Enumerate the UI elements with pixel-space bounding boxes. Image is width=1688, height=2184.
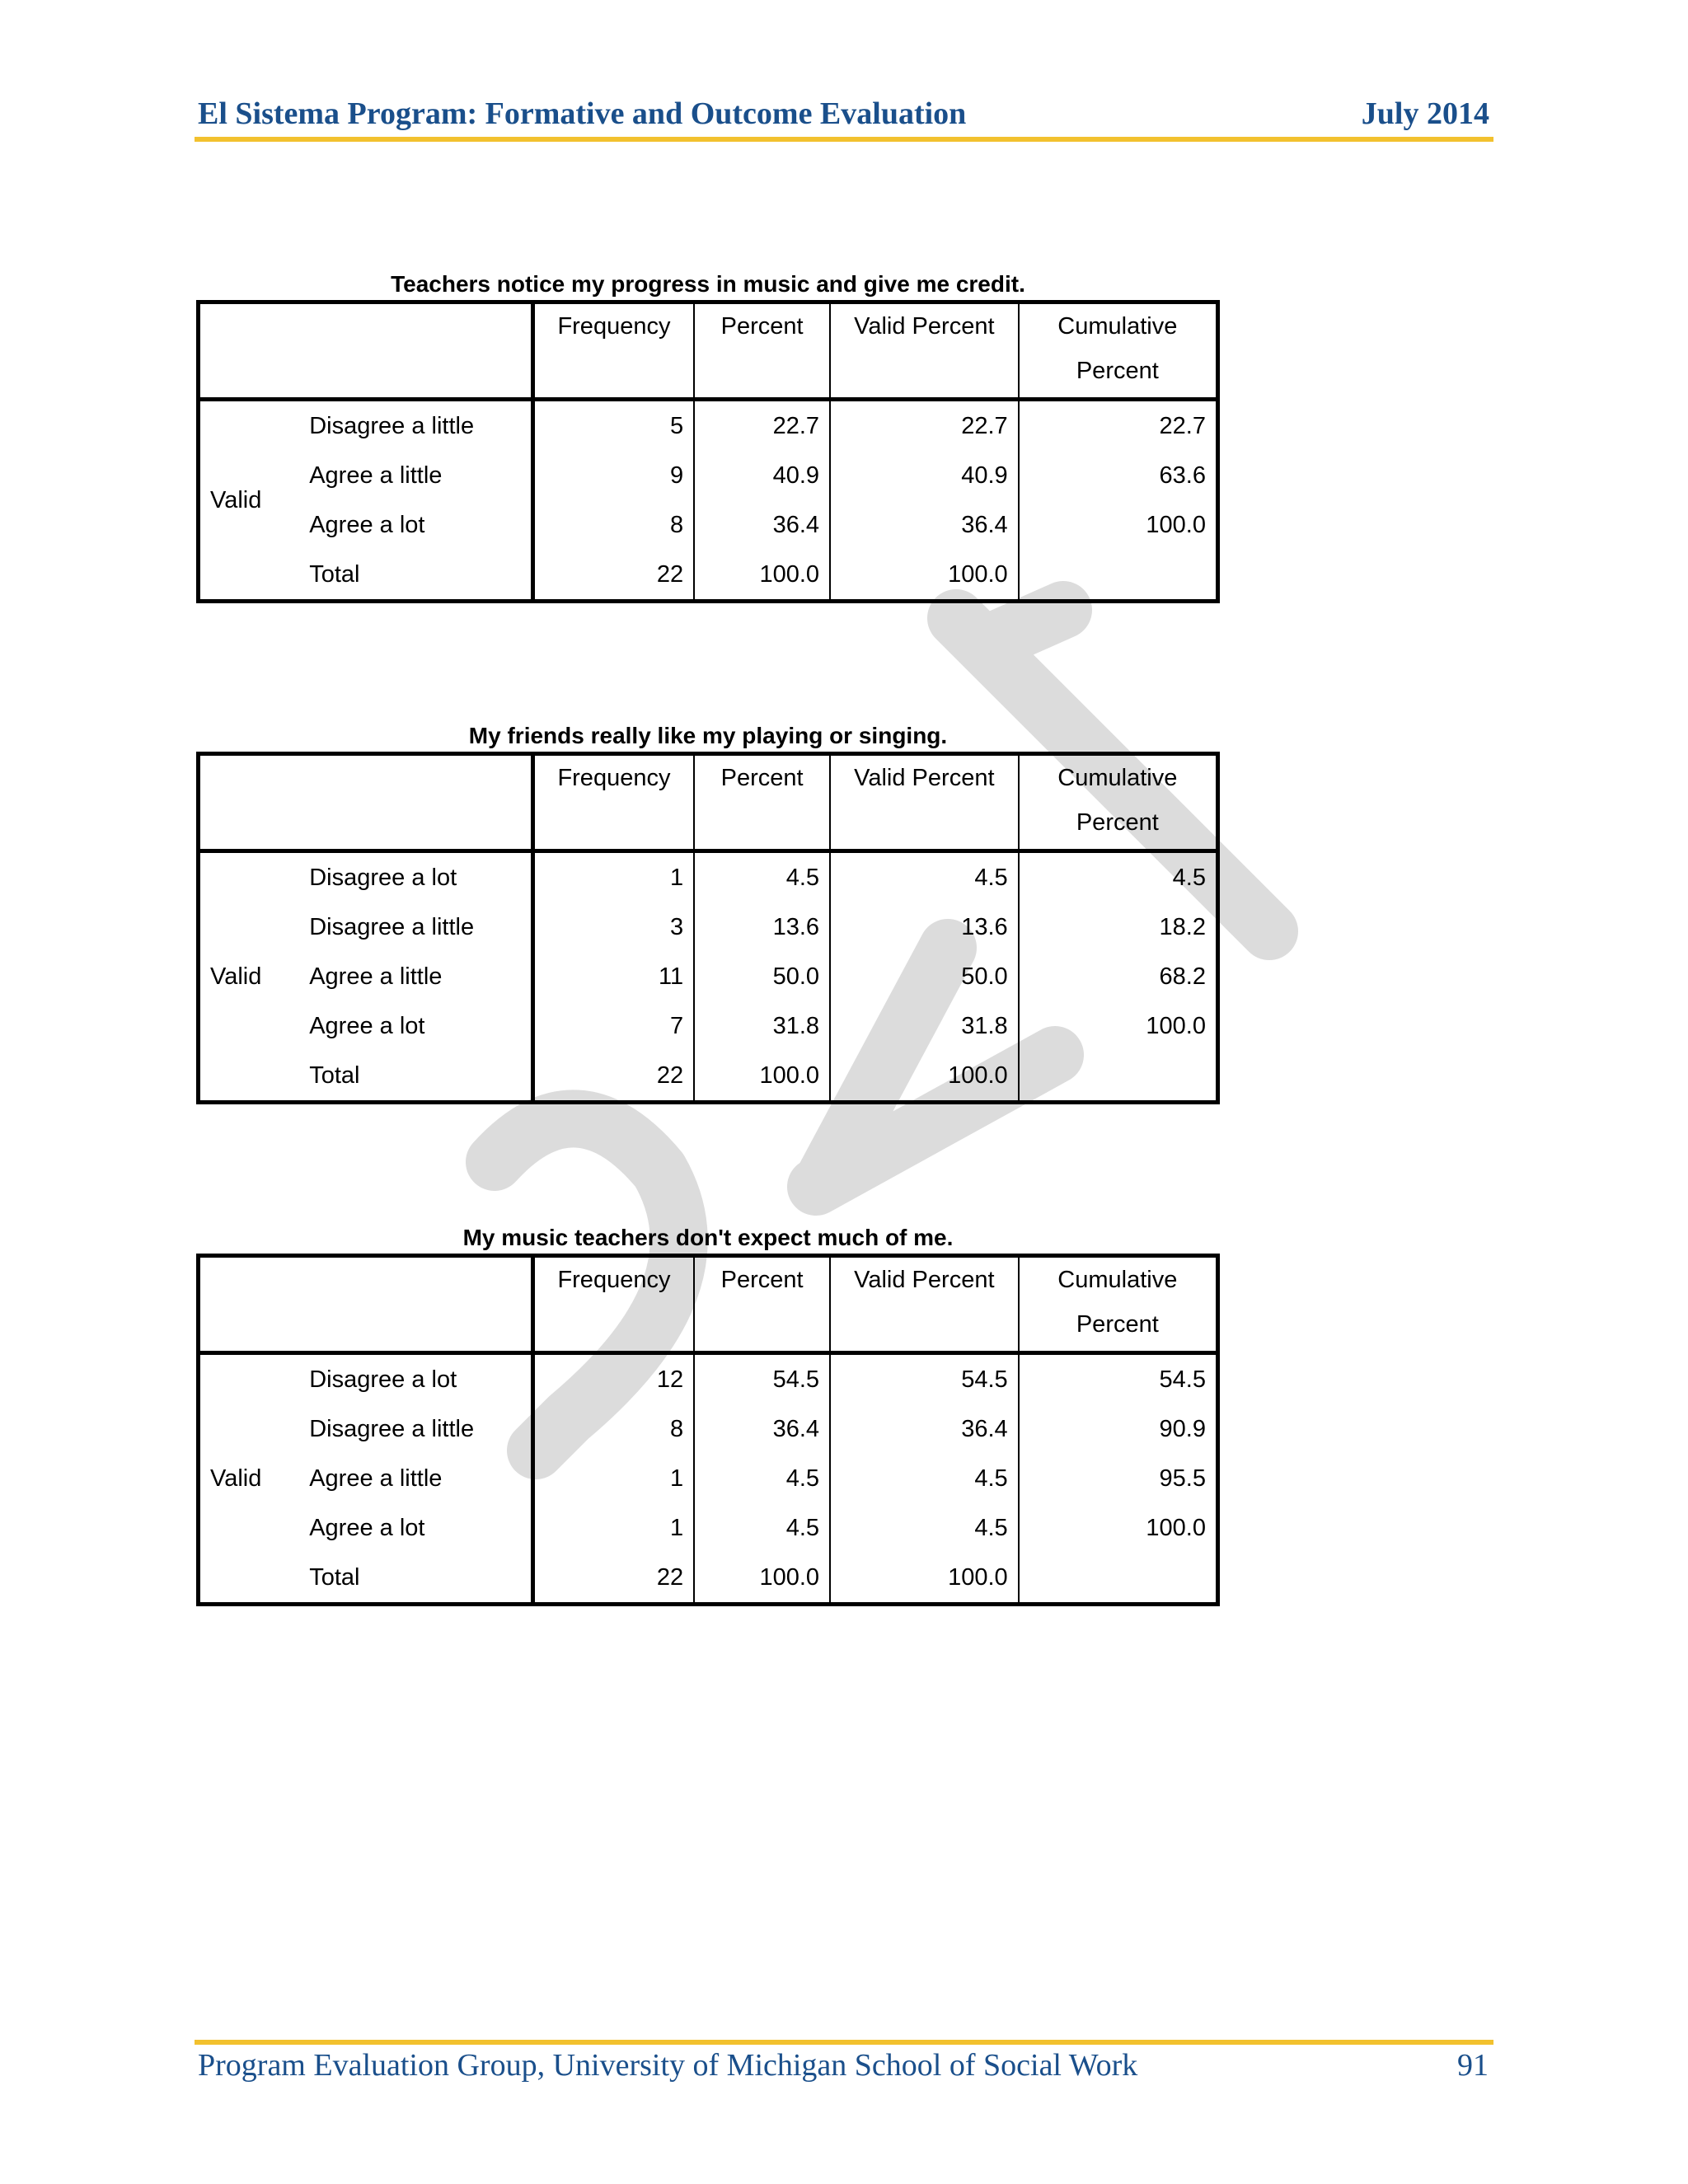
valid-percent-cell: 36.4 <box>830 1404 1019 1454</box>
frequency-table <box>196 300 1220 603</box>
frequency-cell: 1 <box>532 1454 694 1503</box>
percent-cell: 50.0 <box>694 952 830 1001</box>
frequency-table <box>196 1254 1220 1606</box>
row-label: Disagree a lot <box>299 851 532 903</box>
table-row <box>199 1353 1218 1405</box>
table-header-row <box>199 754 1218 851</box>
cumulative-percent-cell: 100.0 <box>1146 1515 1206 1541</box>
cumulative-percent-cell: 68.2 <box>1159 963 1206 990</box>
cumulative-percent-cell: 54.5 <box>1159 1366 1206 1393</box>
percent-cell: 13.6 <box>694 902 830 952</box>
valid-percent-cell: 36.4 <box>830 500 1019 550</box>
cumulative-percent-cell: 100.0 <box>1146 512 1206 538</box>
valid-percent-cell: 13.6 <box>830 902 1019 952</box>
document-header-title: El Sistema Program: Formative and Outcome Evaluation <box>198 96 967 131</box>
table-header-row <box>199 1256 1218 1353</box>
cumulative-percent-cell: 95.5 <box>1159 1465 1206 1492</box>
cumulative-percent-cell: 100.0 <box>1146 1013 1206 1039</box>
table-title: My friends really like my playing or singing. <box>468 723 948 748</box>
row-group-label: Valid <box>210 1465 262 1492</box>
frequency-table <box>196 752 1220 1104</box>
row-group-label: Valid <box>210 487 262 513</box>
percent-cell: 4.5 <box>694 1454 830 1503</box>
page-number: 91 <box>1457 2048 1489 2083</box>
row-label: Agree a lot <box>299 1503 532 1553</box>
table-row <box>199 1553 1218 1605</box>
valid-percent-cell: 4.5 <box>830 1503 1019 1553</box>
valid-percent-cell: 31.8 <box>830 1001 1019 1051</box>
valid-percent-cell: 22.7 <box>830 400 1019 452</box>
row-label: Agree a lot <box>299 1001 532 1051</box>
valid-percent-cell: 54.5 <box>830 1353 1019 1405</box>
table-row <box>199 851 1218 903</box>
table-title: Teachers notice my progress in music and give me credit. <box>391 271 1025 297</box>
table-row <box>199 1454 1218 1503</box>
table-row <box>199 400 1218 452</box>
table-row <box>199 1001 1218 1051</box>
table-row <box>199 550 1218 602</box>
table-row <box>199 902 1218 952</box>
frequency-cell: 7 <box>532 1001 694 1051</box>
header-rule <box>195 137 1493 142</box>
row-group-label: Valid <box>210 963 262 990</box>
row-label: Agree a lot <box>299 500 532 550</box>
column-header-cumulative-percent: Cumulative Percent <box>1019 1256 1218 1353</box>
row-label: Disagree a little <box>299 1404 532 1454</box>
frequency-cell: 8 <box>532 500 694 550</box>
percent-cell: 40.9 <box>694 451 830 500</box>
frequency-table-3 <box>196 1222 1220 1606</box>
frequency-table-2 <box>196 720 1220 1104</box>
valid-percent-cell: 4.5 <box>830 1454 1019 1503</box>
valid-percent-cell: 100.0 <box>830 1553 1019 1605</box>
column-header-valid-percent: Valid Percent <box>830 754 1019 851</box>
row-label: Disagree a little <box>299 400 532 452</box>
table-row <box>199 1051 1218 1103</box>
frequency-cell: 22 <box>532 1553 694 1605</box>
frequency-cell: 22 <box>532 1051 694 1103</box>
column-header-frequency: Frequency <box>532 302 694 400</box>
frequency-cell: 9 <box>532 451 694 500</box>
cumulative-percent-cell <box>1019 550 1218 602</box>
cumulative-percent-cell: 63.6 <box>1159 462 1206 489</box>
row-label: Agree a little <box>299 451 532 500</box>
table-row <box>199 1404 1218 1454</box>
percent-cell: 100.0 <box>694 550 830 602</box>
frequency-cell: 3 <box>532 902 694 952</box>
row-label: Total <box>299 550 532 602</box>
percent-cell: 4.5 <box>694 1503 830 1553</box>
column-header-percent: Percent <box>694 302 830 400</box>
table-title: My music teachers don't expect much of me. <box>462 1225 954 1250</box>
percent-cell: 4.5 <box>694 851 830 903</box>
valid-percent-cell: 50.0 <box>830 952 1019 1001</box>
cumulative-percent-cell <box>1019 1553 1218 1605</box>
cumulative-percent-cell: 22.7 <box>1159 413 1206 439</box>
percent-cell: 100.0 <box>694 1051 830 1103</box>
table-header-row <box>199 302 1218 400</box>
footer-rule <box>195 2040 1493 2045</box>
table-row <box>199 451 1218 500</box>
column-header-frequency: Frequency <box>532 1256 694 1353</box>
row-label: Disagree a little <box>299 902 532 952</box>
frequency-table-1 <box>196 269 1220 603</box>
table-row <box>199 952 1218 1001</box>
frequency-cell: 12 <box>532 1353 694 1405</box>
frequency-cell: 1 <box>532 851 694 903</box>
table-row <box>199 500 1218 550</box>
percent-cell: 22.7 <box>694 400 830 452</box>
cumulative-percent-cell: 4.5 <box>1172 865 1206 891</box>
column-header-valid-percent: Valid Percent <box>830 302 1019 400</box>
frequency-cell: 1 <box>532 1503 694 1553</box>
cumulative-percent-cell <box>1019 1051 1218 1103</box>
row-label: Agree a little <box>299 1454 532 1503</box>
cumulative-percent-cell: 90.9 <box>1159 1416 1206 1442</box>
row-label: Total <box>299 1553 532 1605</box>
column-header-valid-percent: Valid Percent <box>830 1256 1019 1353</box>
valid-percent-cell: 100.0 <box>830 550 1019 602</box>
document-footer-text: Program Evaluation Group, University of Michigan School of Social Work <box>198 2048 1138 2083</box>
percent-cell: 100.0 <box>694 1553 830 1605</box>
frequency-cell: 8 <box>532 1404 694 1454</box>
column-header-percent: Percent <box>694 1256 830 1353</box>
frequency-cell: 22 <box>532 550 694 602</box>
column-header-frequency: Frequency <box>532 754 694 851</box>
percent-cell: 54.5 <box>694 1353 830 1405</box>
row-label: Disagree a lot <box>299 1353 532 1405</box>
valid-percent-cell: 40.9 <box>830 451 1019 500</box>
row-label: Total <box>299 1051 532 1103</box>
column-header-percent: Percent <box>694 754 830 851</box>
valid-percent-cell: 100.0 <box>830 1051 1019 1103</box>
cumulative-percent-cell: 18.2 <box>1159 914 1206 940</box>
percent-cell: 31.8 <box>694 1001 830 1051</box>
table-row <box>199 1503 1218 1553</box>
percent-cell: 36.4 <box>694 500 830 550</box>
row-label: Agree a little <box>299 952 532 1001</box>
valid-percent-cell: 4.5 <box>830 851 1019 903</box>
frequency-cell: 11 <box>532 952 694 1001</box>
frequency-cell: 5 <box>532 400 694 452</box>
column-header-cumulative-percent: Cumulative Percent <box>1019 754 1218 851</box>
percent-cell: 36.4 <box>694 1404 830 1454</box>
document-header-date: July 2014 <box>1361 96 1489 131</box>
column-header-cumulative-percent: Cumulative Percent <box>1019 302 1218 400</box>
